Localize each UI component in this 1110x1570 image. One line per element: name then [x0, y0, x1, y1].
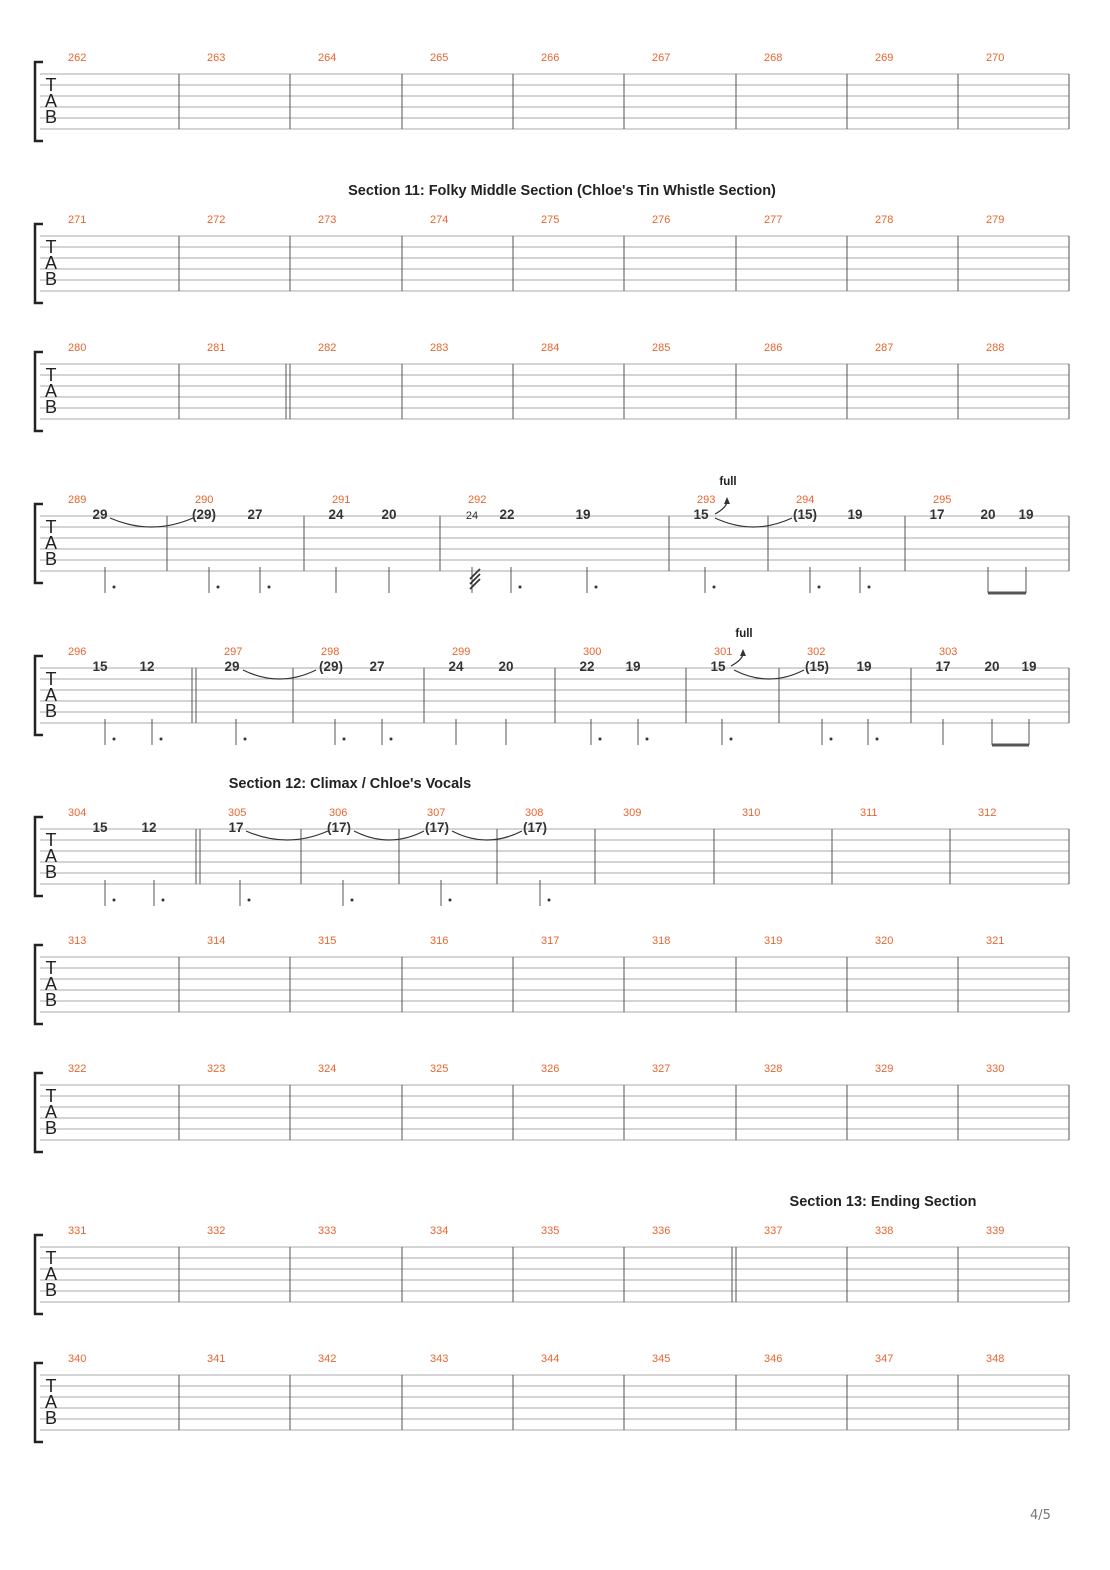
fret-number: 19 [856, 659, 872, 674]
fret-number: 19 [1021, 659, 1037, 674]
bar-number: 283 [430, 342, 449, 354]
tab-clef-letter: T [45, 75, 57, 95]
bar-number: 320 [875, 935, 894, 947]
bar-number: 345 [652, 1353, 671, 1365]
bar-number: 294 [796, 494, 815, 506]
bend-label: full [719, 476, 737, 488]
tab-clef-letter: B [44, 990, 58, 1010]
bar-number: 328 [764, 1063, 783, 1075]
bar-number: 264 [318, 52, 337, 64]
bar-number: 269 [875, 52, 894, 64]
bar-number: 276 [652, 214, 671, 226]
tab-clef-letter: A [44, 91, 58, 111]
tab-clef-letter: T [45, 1086, 57, 1106]
tab-clef-letter: B [44, 269, 58, 289]
bar-number: 331 [68, 1225, 87, 1237]
bar-number: 347 [875, 1353, 894, 1365]
fret-number: 15 [92, 659, 108, 674]
bar-number: 341 [207, 1353, 226, 1365]
bar-number: 267 [652, 52, 671, 64]
bar-number: 298 [321, 646, 340, 658]
fret-number: 20 [984, 659, 1000, 674]
fret-number: 12 [141, 820, 157, 835]
bar-number: 262 [68, 52, 87, 64]
fret-number: 15 [92, 820, 108, 835]
tab-clef-letter: T [45, 237, 57, 257]
fret-number: 17 [935, 659, 951, 674]
bar-number: 325 [430, 1063, 449, 1075]
bar-number: 316 [430, 935, 449, 947]
tie-arc [715, 518, 792, 527]
bar-number: 304 [68, 807, 87, 819]
dotted-rhythm-dot [113, 738, 116, 741]
tab-clef-letter: A [44, 685, 58, 705]
dotted-rhythm-dot [244, 738, 247, 741]
tab-clef-letter: B [44, 549, 58, 569]
bar-number: 342 [318, 1353, 337, 1365]
section-title: Section 11: Folky Middle Section (Chloe's Tin Whistle Section) [348, 183, 776, 199]
bar-number: 346 [764, 1353, 783, 1365]
bar-number: 326 [541, 1063, 560, 1075]
tie-arc [110, 518, 193, 527]
bar-number: 265 [430, 52, 449, 64]
tab-clef-letter: B [44, 397, 58, 417]
dotted-rhythm-dot [713, 586, 716, 589]
bar-number: 297 [224, 646, 243, 658]
tab-clef-letter: T [45, 830, 57, 850]
tie-arc [354, 831, 424, 840]
tab-system [35, 183, 1069, 303]
tie-arc [452, 831, 522, 840]
bar-number: 338 [875, 1225, 894, 1237]
bar-number: 278 [875, 214, 894, 226]
dotted-rhythm-dot [268, 586, 271, 589]
fret-number: (29) [191, 507, 217, 522]
bar-number: 286 [764, 342, 783, 354]
bar-number: 318 [652, 935, 671, 947]
bar-number: 303 [939, 646, 958, 658]
fret-number: (17) [326, 820, 352, 835]
bar-number: 285 [652, 342, 671, 354]
fret-number: (17) [522, 820, 548, 835]
bar-number: 275 [541, 214, 560, 226]
bar-number: 313 [68, 935, 87, 947]
fret-number: 20 [980, 507, 996, 522]
bar-number: 299 [452, 646, 471, 658]
tab-clef-letter: A [44, 846, 58, 866]
dotted-rhythm-dot [646, 738, 649, 741]
bar-number: 293 [697, 494, 716, 506]
bar-number: 336 [652, 1225, 671, 1237]
tab-clef-letter: B [44, 1408, 58, 1428]
bar-number: 268 [764, 52, 783, 64]
bar-number: 317 [541, 935, 560, 947]
bar-number: 330 [986, 1063, 1005, 1075]
tab-system [35, 52, 1069, 141]
bar-number: 301 [714, 646, 733, 658]
bar-number: 309 [623, 807, 642, 819]
bar-number: 343 [430, 1353, 449, 1365]
dotted-rhythm-dot [160, 738, 163, 741]
page-number: 4/5 [1030, 1508, 1051, 1523]
tie-arc [243, 670, 316, 679]
bar-number: 277 [764, 214, 783, 226]
bar-number: 312 [978, 807, 997, 819]
bar-number: 324 [318, 1063, 337, 1075]
bar-number: 323 [207, 1063, 226, 1075]
tab-system [35, 1063, 1069, 1152]
fret-number: (15) [804, 659, 830, 674]
bar-number: 270 [986, 52, 1005, 64]
tie-arc [246, 831, 328, 840]
tab-clef-letter: B [44, 107, 58, 127]
tab-system [35, 476, 1069, 593]
fret-number: 19 [847, 507, 863, 522]
dotted-rhythm-dot [351, 899, 354, 902]
tab-clef-letter: T [45, 1376, 57, 1396]
fret-number: 29 [224, 659, 240, 674]
bar-number: 284 [541, 342, 560, 354]
fret-number: 27 [247, 507, 263, 522]
tie-arc [734, 670, 804, 679]
bar-number: 333 [318, 1225, 337, 1237]
tab-clef-letter: B [44, 701, 58, 721]
bend-label: full [735, 628, 753, 640]
fret-number: 20 [381, 507, 397, 522]
fret-number: 15 [693, 507, 709, 522]
tab-clef-letter: T [45, 1248, 57, 1268]
bar-number: 272 [207, 214, 226, 226]
tab-system [35, 342, 1069, 431]
bar-number: 337 [764, 1225, 783, 1237]
tab-system [35, 1194, 1069, 1314]
tab-clef-letter: A [44, 1264, 58, 1284]
bar-number: 290 [195, 494, 214, 506]
bar-number: 296 [68, 646, 87, 658]
section-title: Section 12: Climax / Chloe's Vocals [228, 776, 472, 792]
dotted-rhythm-dot [876, 738, 879, 741]
dotted-rhythm-dot [548, 899, 551, 902]
bend-arrowhead [740, 649, 746, 656]
fret-number: 24 [328, 507, 344, 522]
dotted-rhythm-dot [113, 899, 116, 902]
fret-number: 27 [369, 659, 385, 674]
bar-number: 319 [764, 935, 783, 947]
bar-number: 289 [68, 494, 87, 506]
bar-number: 339 [986, 1225, 1005, 1237]
dotted-rhythm-dot [868, 586, 871, 589]
tab-clef-letter: T [45, 958, 57, 978]
bar-number: 266 [541, 52, 560, 64]
fret-number: (15) [792, 507, 818, 522]
tab-clef-letter: B [44, 862, 58, 882]
bar-number: 273 [318, 214, 337, 226]
bar-number: 332 [207, 1225, 226, 1237]
tab-clef-letter: A [44, 253, 58, 273]
fret-number: (29) [318, 659, 344, 674]
bar-number: 280 [68, 342, 87, 354]
bar-number: 271 [68, 214, 87, 226]
bar-number: 314 [207, 935, 226, 947]
bar-number: 329 [875, 1063, 894, 1075]
tab-clef-letter: A [44, 381, 58, 401]
bar-number: 321 [986, 935, 1005, 947]
bar-number: 300 [583, 646, 602, 658]
bar-number: 279 [986, 214, 1005, 226]
bar-number: 311 [860, 807, 878, 819]
dotted-rhythm-dot [818, 586, 821, 589]
bar-number: 310 [742, 807, 761, 819]
fret-number: 24 [465, 510, 479, 522]
tab-clef-letter: A [44, 974, 58, 994]
bar-number: 322 [68, 1063, 87, 1075]
bar-number: 348 [986, 1353, 1005, 1365]
bar-number: 334 [430, 1225, 449, 1237]
fret-number: 22 [499, 507, 515, 522]
fret-number: 17 [929, 507, 945, 522]
fret-number: (17) [424, 820, 450, 835]
bar-number: 288 [986, 342, 1005, 354]
bar-number: 305 [228, 807, 247, 819]
dotted-rhythm-dot [599, 738, 602, 741]
dotted-rhythm-dot [248, 899, 251, 902]
dotted-rhythm-dot [343, 738, 346, 741]
bar-number: 263 [207, 52, 226, 64]
bar-number: 274 [430, 214, 449, 226]
bar-number: 344 [541, 1353, 560, 1365]
dotted-rhythm-dot [595, 586, 598, 589]
tab-clef-letter: T [45, 365, 57, 385]
fret-number: 19 [1018, 507, 1034, 522]
bar-number: 306 [329, 807, 348, 819]
tab-clef-letter: T [45, 517, 57, 537]
bar-number: 282 [318, 342, 337, 354]
tab-clef-letter: B [44, 1118, 58, 1138]
bar-number: 307 [427, 807, 446, 819]
tab-system [35, 935, 1069, 1024]
bar-number: 287 [875, 342, 894, 354]
dotted-rhythm-dot [162, 899, 165, 902]
fret-number: 24 [448, 659, 464, 674]
tab-system [35, 776, 1069, 906]
bar-number: 340 [68, 1353, 87, 1365]
dotted-rhythm-dot [519, 586, 522, 589]
bar-number: 327 [652, 1063, 671, 1075]
dotted-rhythm-dot [217, 586, 220, 589]
fret-number: 19 [575, 507, 591, 522]
dotted-rhythm-dot [730, 738, 733, 741]
fret-number: 20 [498, 659, 514, 674]
bar-number: 291 [332, 494, 351, 506]
tab-clef-letter: A [44, 533, 58, 553]
bend-arrowhead [724, 497, 730, 504]
dotted-rhythm-dot [449, 899, 452, 902]
fret-number: 19 [625, 659, 641, 674]
fret-number: 17 [228, 820, 244, 835]
fret-number: 29 [92, 507, 108, 522]
dotted-rhythm-dot [390, 738, 393, 741]
dotted-rhythm-dot [113, 586, 116, 589]
bar-number: 292 [468, 494, 487, 506]
dotted-rhythm-dot [830, 738, 833, 741]
bar-number: 315 [318, 935, 337, 947]
tab-clef-letter: T [45, 669, 57, 689]
bar-number: 281 [207, 342, 226, 354]
tab-clef-letter: A [44, 1102, 58, 1122]
bar-number: 295 [933, 494, 952, 506]
tab-system [35, 1353, 1069, 1442]
bar-number: 335 [541, 1225, 560, 1237]
section-title: Section 13: Ending Section [789, 1194, 977, 1210]
bar-number: 302 [807, 646, 826, 658]
fret-number: 22 [579, 659, 595, 674]
bar-number: 308 [525, 807, 544, 819]
tab-clef-letter: B [44, 1280, 58, 1300]
tab-system [35, 628, 1069, 745]
fret-number: 12 [139, 659, 155, 674]
tab-clef-letter: A [44, 1392, 58, 1412]
fret-number: 15 [710, 659, 726, 674]
